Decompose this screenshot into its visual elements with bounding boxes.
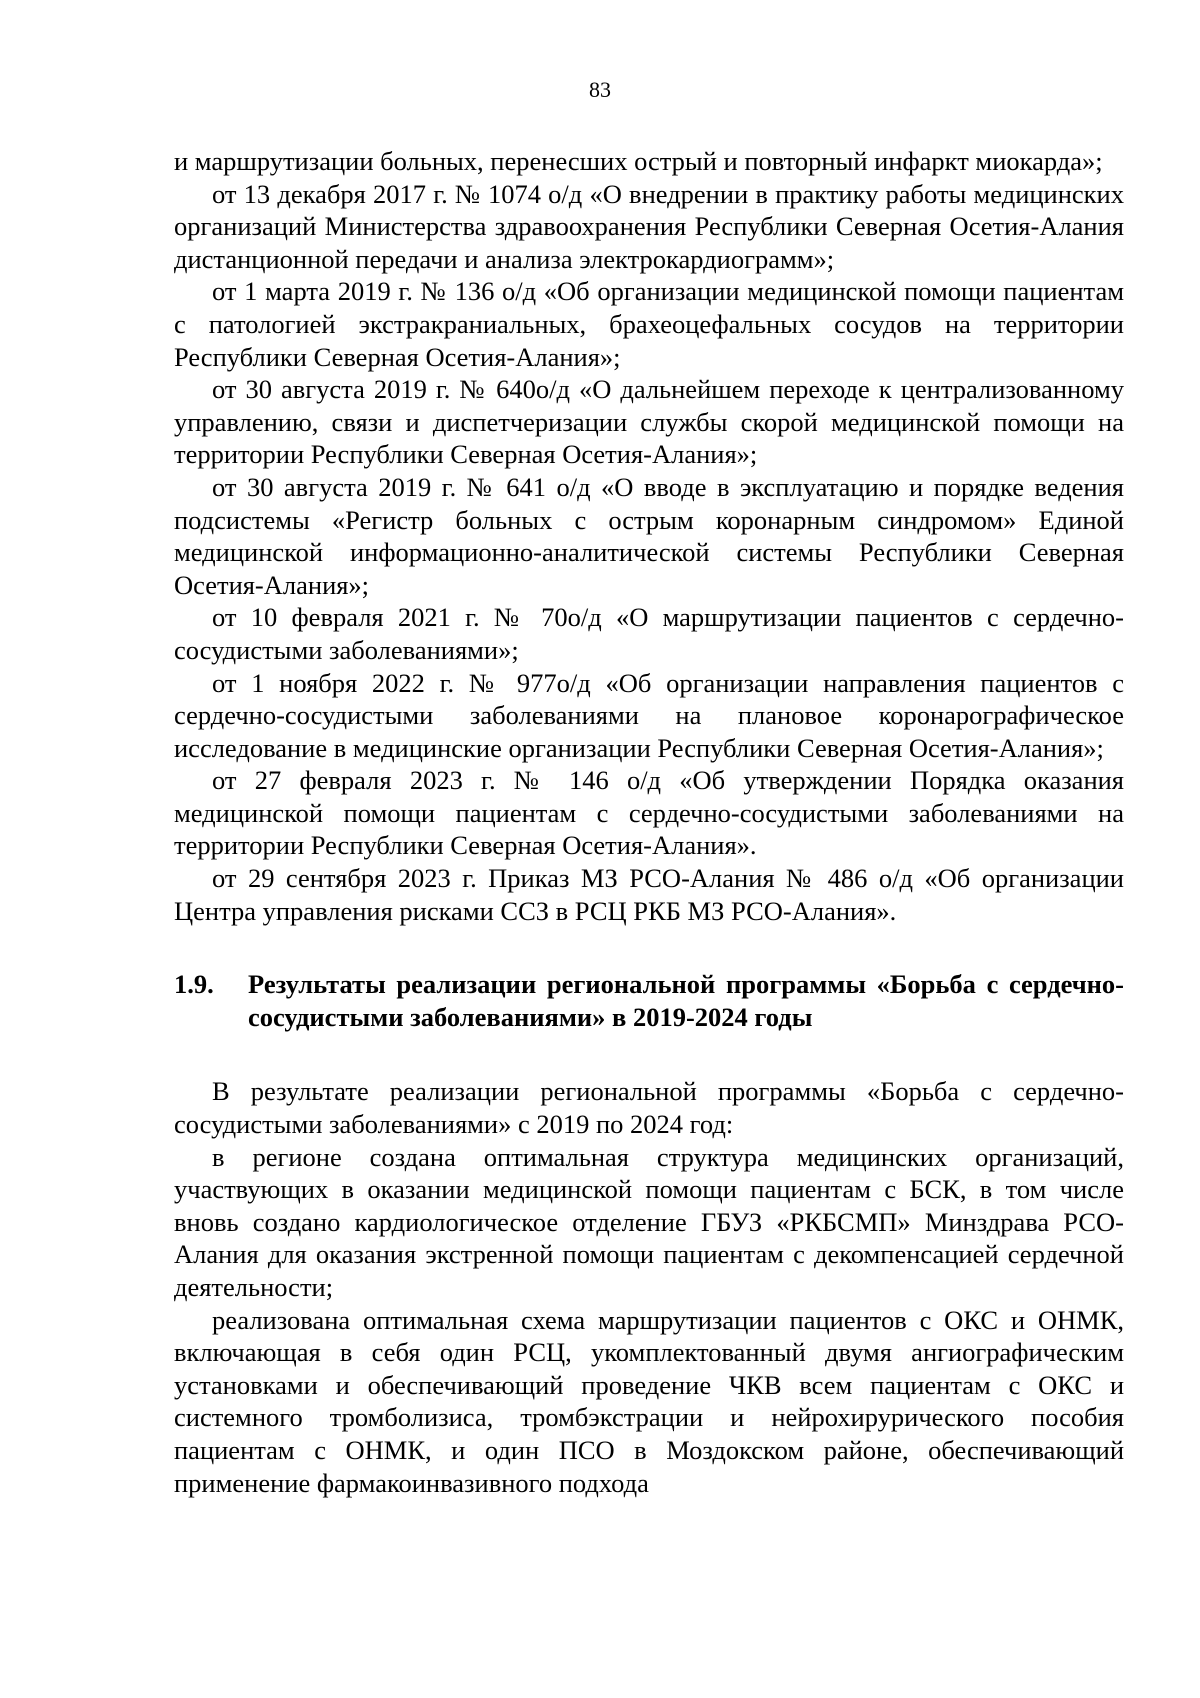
paragraph: от 27 февраля 2023 г. № 146 о/д «Об утверждении Порядка оказания медицинской помощи пациентам с сердечно-сосудистыми заболеваниями на территории Республики Северная Осетия-Алания». [174, 765, 1124, 861]
paragraph: от 10 февраля 2021 г. № 70о/д «О маршрутизации пациентов с сердечно-сосудистыми заболеваниями»; [174, 602, 1124, 665]
paragraph: от 29 сентября 2023 г. Приказ МЗ РСО-Алания № 486 о/д «Об организации Центра управления рисками ССЗ в РСЦ РКБ МЗ РСО-Алания». [174, 863, 1124, 926]
paragraph: реализована оптимальная схема маршрутизации пациентов с ОКС и ОНМК, включающая в себя один РСЦ, укомплектованный двумя ангиографическим установками и обеспечивающий проведение ЧКВ всем пациентам с ОКС и системного тромболизиса, тромбэкстрации и нейрохирурического пособия пациентам с ОНМК, и один ПСО в Моздокском районе, обеспечивающий применение фармакоинвазивного подхода [174, 1304, 1124, 1498]
section-number: 1.9. [174, 969, 214, 1000]
paragraph: от 13 декабря 2017 г. № 1074 о/д «О внедрении в практику работы медицинских организаций Министерства здравоохранения Республики Северная Осетия-Алания дистанционной передачи и анализа электрокардиограмм»; [174, 178, 1124, 274]
section-heading [174, 968, 1124, 1033]
paragraph: от 30 августа 2019 г. № 641 о/д «О вводе в эксплуатацию и порядке ведения подсистемы «Регистр больных с острым коронарным синдромом» Единой медицинской информационно-аналитической системы Республики Северная Осетия-Алания»; [174, 471, 1124, 600]
page-number: 83 [589, 77, 611, 102]
paragraph: от 1 ноября 2022 г. № 977о/д «Об организации направления пациентов с сердечно-сосудистыми заболеваниями на плановое коронарографическое исследование в медицинские организации Республики Северная Осетия-Алания»; [174, 667, 1124, 763]
document-body [174, 145, 1124, 1499]
paragraph: от 1 марта 2019 г. № 136 о/д «Об организации медицинской помощи пациентам с патологией экстракраниальных, брахеоцефальных сосудов на территории Республики Северная Осетия-Алания»; [174, 276, 1124, 372]
section-title: Результаты реализации региональной программы «Борьба с сердечно-сосудистыми заболеваниями» в 2019-2024 годы [248, 969, 1124, 1032]
paragraph: от 30 августа 2019 г. № 640о/д «О дальнейшем переходе к централизованному управлению, связи и диспетчеризации службы скорой медицинской помощи на территории Республики Северная Осетия-Алания»; [174, 374, 1124, 470]
paragraph: в регионе создана оптимальная структура медицинских организаций, участвующих в оказании медицинской помощи пациентам с БСК, в том числе вновь создано кардиологическое отделение ГБУЗ «РКБСМП» Минздрава РСО-Алания для оказания экстренной помощи пациентам с декомпенсацией сердечной деятельности; [174, 1141, 1124, 1302]
paragraph: и маршрутизации больных, перенесших острый и повторный инфаркт миокарда»; [174, 146, 1103, 176]
paragraph: В результате реализации региональной программы «Борьба с сердечно-сосудистыми заболеваниями» с 2019 по 2024 год: [174, 1076, 1124, 1140]
